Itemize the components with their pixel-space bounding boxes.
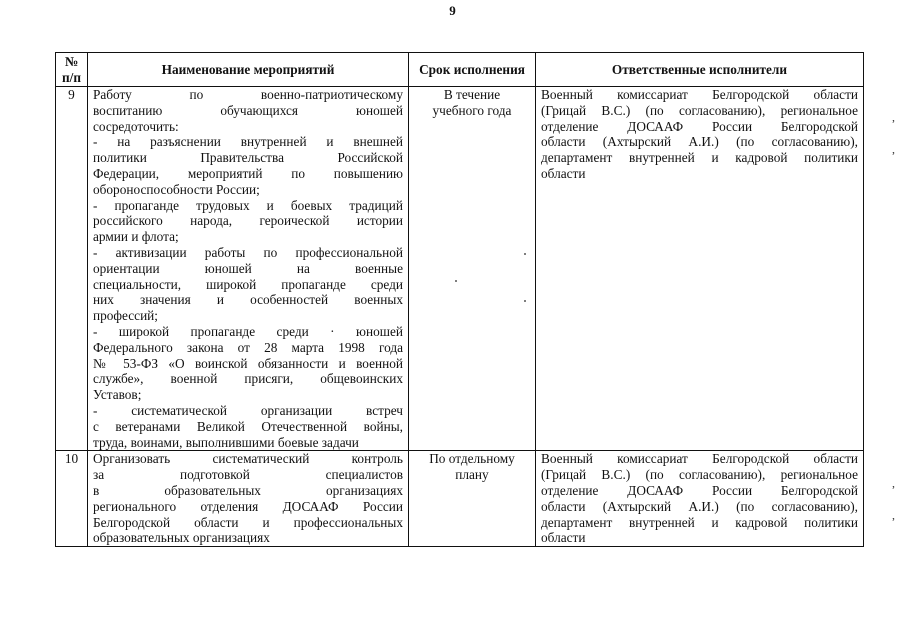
event-description-line: сосредоточить: <box>93 118 179 134</box>
page-number: 9 <box>449 3 456 18</box>
events-table <box>55 52 864 547</box>
responsible-cell-line: области (Ахтырский А.И.) (по согласованию), <box>541 498 858 514</box>
responsible-cell-line: отделение ДОСААФ России Белгородской <box>541 118 858 134</box>
header-event-name: Наименование мероприятий <box>88 53 409 87</box>
event-description <box>88 451 409 547</box>
header-responsible: Ответственные исполнители <box>536 53 864 87</box>
header-deadline: Срок исполнения <box>409 53 536 87</box>
event-description-line: Белгородской области и профессиональных <box>93 514 403 530</box>
deadline-cell-line: В течение <box>443 87 501 102</box>
scan-edge-mark: , <box>892 476 895 490</box>
table-header-row <box>56 53 864 87</box>
scan-speck <box>455 280 457 282</box>
event-description-line: - на разъяснении внутренней и внешней <box>93 134 403 150</box>
event-description-line: - широкой пропаганде среди · юношей <box>93 323 403 339</box>
event-description-line: воспитанию обучающихся юношей <box>93 102 403 118</box>
event-description-line: ориентации юношей на военные <box>93 260 403 276</box>
responsible-cell <box>536 451 864 547</box>
event-description-line: обороноспособности России; <box>93 181 260 197</box>
event-description-line: в образовательных организациях <box>93 482 403 498</box>
event-description-line: Федерального закона от 28 марта 1998 года <box>93 339 403 355</box>
event-description-line: Организовать систематический контроль <box>93 451 403 467</box>
row-number: 10 <box>56 451 88 547</box>
scan-edge-mark: , <box>892 110 895 124</box>
responsible-cell-line: департамент внутренней и кадровой политики <box>541 150 858 166</box>
deadline-cell-line: плану <box>455 467 489 483</box>
event-description-line: специальности, широкой пропаганде среди <box>93 276 403 292</box>
deadline-cell <box>409 87 536 451</box>
event-description-line: за подготовкой специалистов <box>93 467 403 483</box>
scan-speck <box>524 300 526 302</box>
event-description-line: с ветеранами Великой Отечественной войны, <box>93 418 403 434</box>
event-description-line: Работу по военно-патриотическому <box>93 87 403 102</box>
scan-speck <box>524 253 526 255</box>
deadline-cell-line: учебного года <box>432 102 512 118</box>
event-description-line: - активизации работы по профессиональной <box>93 244 403 260</box>
event-description-line: армии и флота; <box>93 229 179 245</box>
header-number: № п/п <box>56 53 88 87</box>
responsible-cell-line: области <box>541 165 586 181</box>
responsible-cell-line: Военный комиссариат Белгородской области <box>541 451 858 467</box>
table-row <box>56 87 864 451</box>
row-number: 9 <box>56 87 88 451</box>
responsible-cell-line: области (Ахтырский А.И.) (по согласованию), <box>541 134 858 150</box>
event-description-line: - систематической организации встреч <box>93 402 403 418</box>
responsible-cell <box>536 87 864 451</box>
responsible-cell-line: департамент внутренней и кадровой политики <box>541 514 858 530</box>
deadline-cell-line: По отдельному <box>429 451 515 467</box>
event-description-line: - пропаганде трудовых и боевых традиций <box>93 197 403 213</box>
event-description-line: политики Правительства Российской <box>93 150 403 166</box>
responsible-cell-line: (Грицай В.С.) (по согласованию), региональное <box>541 467 858 483</box>
event-description-line: Уставов; <box>93 387 142 403</box>
event-description-line: Федерации, мероприятий по повышению <box>93 165 403 181</box>
event-description-line: них значения и особенностей военных <box>93 292 403 308</box>
responsible-cell-line: области <box>541 530 586 546</box>
responsible-cell-line: отделение ДОСААФ России Белгородской <box>541 482 858 498</box>
event-description-line: российского народа, героической истории <box>93 213 403 229</box>
event-description-line: профессий; <box>93 308 158 324</box>
responsible-cell-line: (Грицай В.С.) (по согласованию), региональное <box>541 102 858 118</box>
scan-edge-mark: , <box>892 508 895 522</box>
responsible-cell-line: Военный комиссариат Белгородской области <box>541 87 858 102</box>
event-description-line: службе», военной присяги, общевоинских <box>93 371 403 387</box>
event-description-line: № 53-ФЗ «О воинской обязанности и военной <box>93 355 403 371</box>
event-description-line: регионального отделения ДОСААФ России <box>93 498 403 514</box>
scan-edge-mark: , <box>892 142 895 156</box>
table-row <box>56 451 864 547</box>
deadline-cell <box>409 451 536 547</box>
event-description-line: образовательных организациях <box>93 530 270 546</box>
event-description-line: труда, воинами, выполнившими боевые задачи <box>93 434 359 450</box>
event-description <box>88 87 409 451</box>
